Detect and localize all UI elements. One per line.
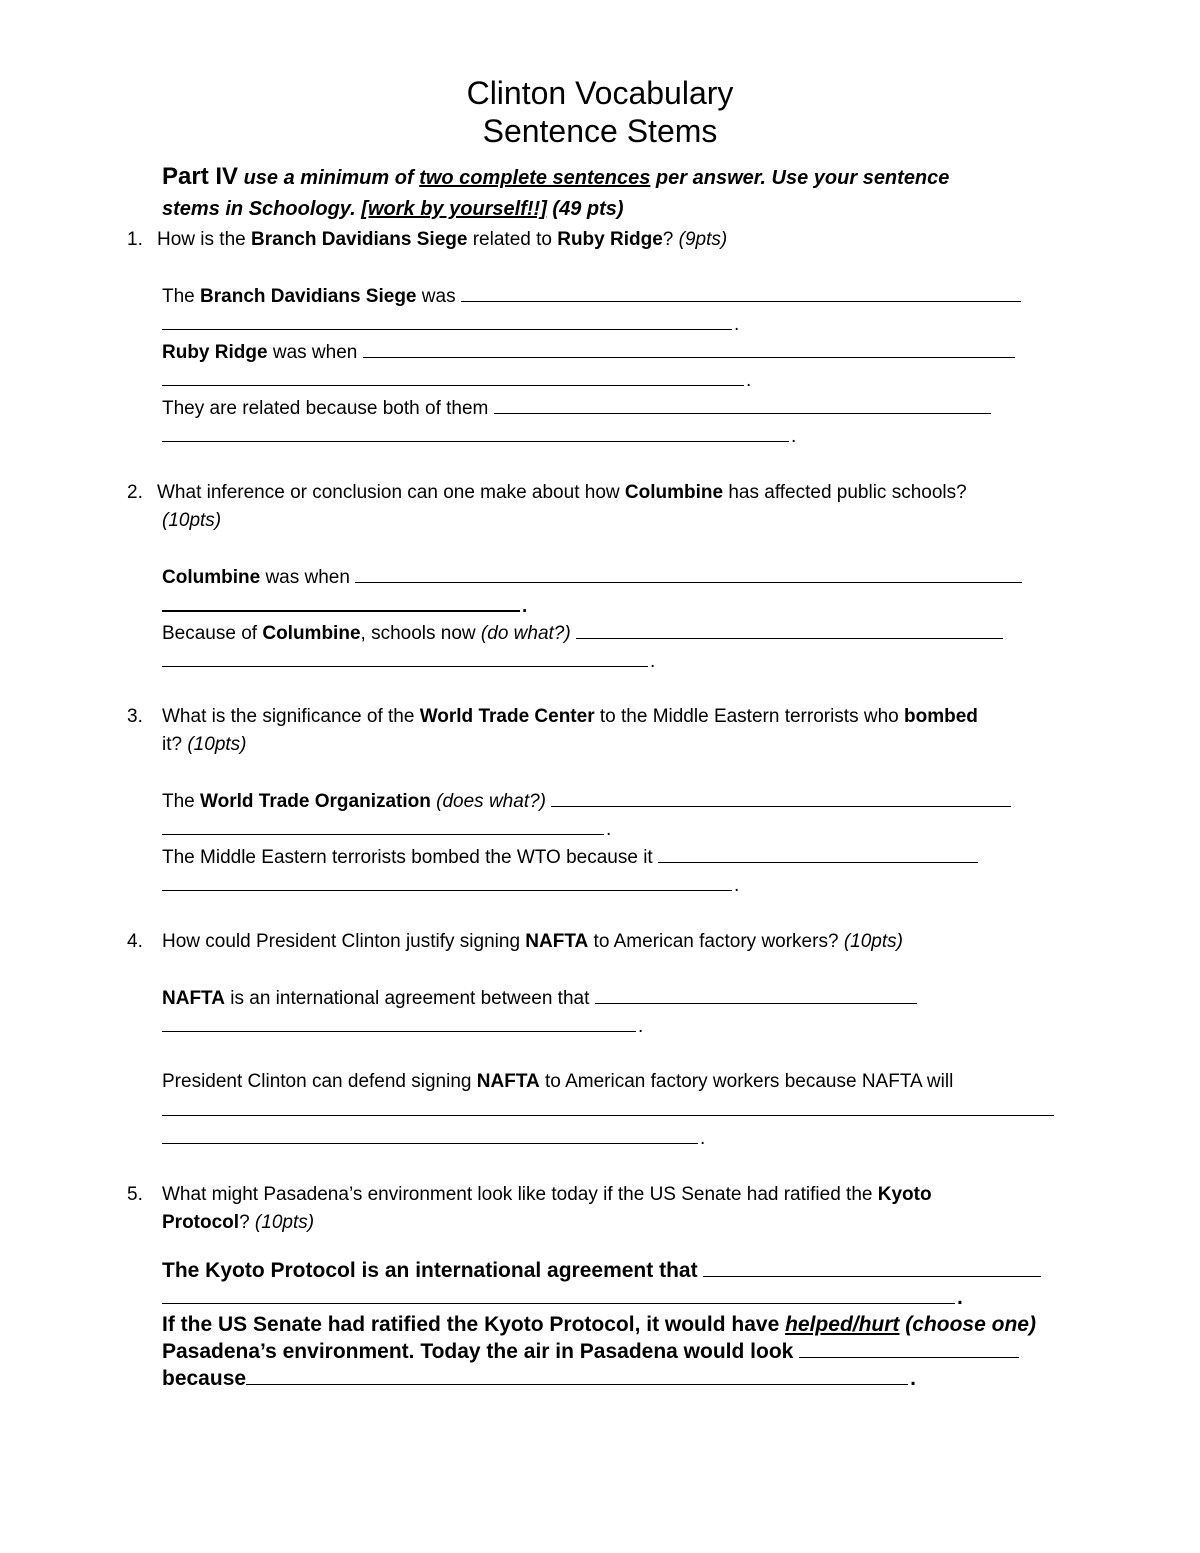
q2-stem-2-cont: . bbox=[162, 650, 655, 673]
answer-blank[interactable] bbox=[658, 846, 978, 863]
q1-stem-2: Ruby Ridge was when bbox=[162, 341, 1016, 364]
q2-stem-2: Because of Columbine, schools now (do what?) bbox=[162, 622, 1004, 645]
answer-blank[interactable] bbox=[595, 987, 917, 1004]
q5-stem-1: The Kyoto Protocol is an international agreement that bbox=[162, 1259, 1042, 1283]
question-2: What inference or conclusion can one make about how Columbine has affected public schools? bbox=[157, 482, 967, 503]
answer-blank[interactable] bbox=[162, 313, 732, 330]
q3-stem-1: The World Trade Organization (does what?) bbox=[162, 790, 1012, 813]
answer-blank[interactable] bbox=[799, 1341, 1019, 1358]
answer-blank[interactable] bbox=[162, 1127, 698, 1144]
q5-stem-2: If the US Senate had ratified the Kyoto Protocol, it would have helped/hurt (choose one) bbox=[162, 1313, 1036, 1336]
answer-blank[interactable] bbox=[162, 369, 744, 386]
answer-blank[interactable] bbox=[461, 285, 1021, 302]
answer-blank[interactable] bbox=[355, 566, 1022, 583]
answer-blank[interactable] bbox=[162, 818, 604, 835]
question-3: What is the significance of the World Trade Center to the Middle Eastern terrorists who bombed bbox=[162, 706, 978, 727]
answer-blank[interactable] bbox=[162, 1287, 955, 1304]
question-4: How could President Clinton justify signing NAFTA to American factory workers? (10pts) bbox=[162, 931, 903, 952]
answer-blank[interactable] bbox=[551, 790, 1011, 807]
q1-stem-3-cont: . bbox=[162, 425, 796, 448]
answer-blank[interactable] bbox=[162, 594, 520, 612]
answer-blank[interactable] bbox=[494, 397, 991, 414]
answer-blank[interactable] bbox=[162, 650, 648, 667]
question-number: 5. bbox=[127, 1184, 143, 1205]
answer-blank[interactable] bbox=[576, 622, 1003, 639]
answer-blank[interactable] bbox=[363, 341, 1015, 358]
q1-stem-2-cont: . bbox=[162, 369, 751, 392]
q2-stem-1-cont: . bbox=[162, 594, 527, 618]
q4-stem-2-cont-2: . bbox=[162, 1127, 705, 1150]
question-number: 4. bbox=[127, 931, 143, 952]
q1-stem-1-cont: . bbox=[162, 313, 739, 336]
q5-stem-4: because . bbox=[162, 1367, 916, 1390]
question-number: 3. bbox=[127, 706, 143, 727]
question-number: 1. bbox=[127, 229, 143, 250]
q2-stem-1: Columbine was when bbox=[162, 566, 1023, 589]
answer-blank[interactable] bbox=[162, 1099, 1054, 1116]
page-title: Clinton Vocabulary bbox=[466, 75, 734, 111]
q5-stem-3: Pasadena’s environment. Today the air in Pasadena would look bbox=[162, 1340, 1020, 1364]
q4-stem-1-cont: . bbox=[162, 1015, 643, 1038]
q1-stem-3: They are related because both of them bbox=[162, 397, 992, 420]
instructions-line-2: stems in Schoology. [work by yourself!!] (49 pts) bbox=[162, 198, 624, 220]
answer-blank[interactable] bbox=[703, 1260, 1041, 1277]
answer-blank[interactable] bbox=[162, 425, 789, 442]
part-label: Part IV bbox=[162, 163, 239, 190]
q3-stem-1-cont: . bbox=[162, 818, 611, 841]
q1-stem-1: The Branch Davidians Siege was bbox=[162, 285, 1022, 308]
q4-stem-1: NAFTA is an international agreement between that bbox=[162, 987, 918, 1010]
question-3-cont: it? (10pts) bbox=[162, 734, 247, 755]
helped-hurt-choice: helped/hurt bbox=[785, 1313, 900, 1336]
question-2-points: (10pts) bbox=[162, 510, 222, 531]
q4-stem-2: President Clinton can defend signing NAFTA to American factory workers because NAFTA will bbox=[162, 1071, 954, 1092]
q5-stem-1-cont: . bbox=[162, 1286, 963, 1310]
instructions-line-1: Part IV use a minimum of two complete sentences per answer. Use your sentence bbox=[162, 163, 950, 190]
question-5: What might Pasadena’s environment look like today if the US Senate had ratified the Kyoto bbox=[162, 1184, 932, 1205]
question-number: 2. bbox=[127, 482, 143, 503]
answer-blank[interactable] bbox=[162, 1015, 636, 1032]
q3-stem-2-cont: . bbox=[162, 874, 739, 897]
q3-stem-2: The Middle Eastern terrorists bombed the WTO because it bbox=[162, 846, 979, 869]
question-5-cont: Protocol? (10pts) bbox=[162, 1212, 315, 1233]
question-1: How is the Branch Davidians Siege related to Ruby Ridge? (9pts) bbox=[157, 229, 728, 250]
page-subtitle: Sentence Stems bbox=[482, 113, 718, 149]
answer-blank[interactable] bbox=[162, 874, 732, 891]
answer-blank[interactable] bbox=[246, 1368, 908, 1385]
q4-stem-2-cont bbox=[162, 1099, 1055, 1122]
